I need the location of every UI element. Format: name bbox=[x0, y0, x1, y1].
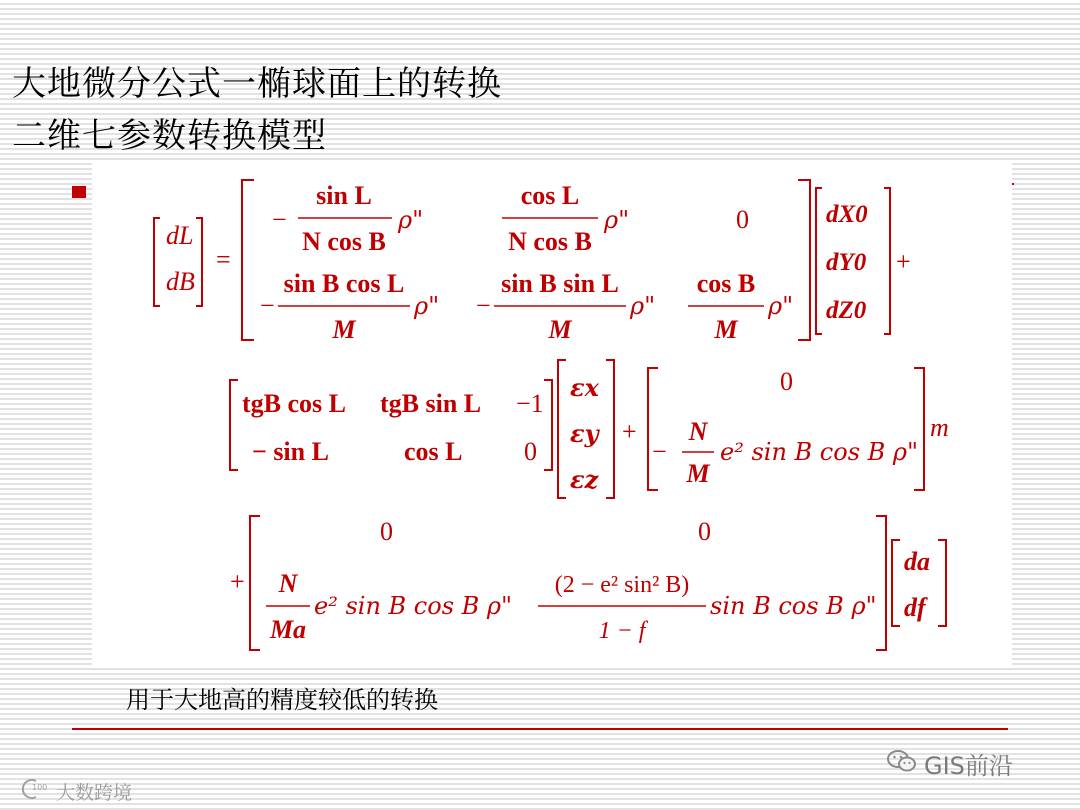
m4-r2c1-num: N bbox=[278, 569, 298, 598]
v1-dz0: dZ0 bbox=[826, 297, 867, 324]
m1-r2c1-num: sin B cos L bbox=[283, 269, 405, 298]
lhs-dl: dL bbox=[166, 221, 194, 250]
m2-r1c3: −1 bbox=[516, 389, 544, 418]
slide-title-line1: 大地微分公式一椭球面上的转换 bbox=[12, 64, 502, 104]
watermark-brand-text: 大数跨境 bbox=[56, 782, 133, 804]
v3-df: df bbox=[904, 593, 926, 622]
lhs-bracket-right bbox=[196, 218, 202, 306]
v2-bracket-right bbox=[606, 360, 614, 498]
m4-r2c1-post: e² sin B cos B ρ" bbox=[314, 592, 513, 620]
svg-text:100: 100 bbox=[32, 783, 48, 792]
m2-r2c3: 0 bbox=[524, 437, 537, 466]
m3-r1: 0 bbox=[780, 367, 793, 396]
m1-r1c1-pre: − bbox=[272, 205, 287, 234]
m2-r2c1: − sin L bbox=[252, 437, 329, 466]
plus-sign-3: + bbox=[230, 567, 245, 596]
m1-r2c3-num: cos B bbox=[696, 269, 756, 298]
v1-bracket-left bbox=[816, 188, 822, 334]
v3-bracket-left bbox=[892, 540, 900, 626]
brand-badge-icon bbox=[22, 778, 52, 805]
m1-r1c1-num: sin L bbox=[316, 181, 372, 210]
m4-r1c1: 0 bbox=[380, 517, 393, 546]
v2-bracket-left bbox=[558, 360, 566, 498]
v2-ex: εx bbox=[570, 373, 599, 402]
m1-r2c3-den: M bbox=[714, 315, 738, 344]
m3-r2-pre: − bbox=[652, 437, 667, 466]
wechat-icon bbox=[886, 748, 918, 780]
v1-dy0: dY0 bbox=[826, 249, 867, 276]
m1-r2c3-post: ρ" bbox=[768, 292, 794, 320]
footer-rule bbox=[72, 728, 1008, 730]
equals-sign: = bbox=[216, 245, 231, 274]
m1-r2c1-pre: − bbox=[260, 291, 275, 320]
m2-r1c1: tgB cos L bbox=[242, 389, 346, 418]
m1-r2c1-post: ρ" bbox=[414, 292, 440, 320]
m1-r1c2-den: N cos B bbox=[508, 227, 592, 256]
m4-r2c2-den: 1 − f bbox=[598, 618, 646, 644]
watermark-gis-text: GIS前沿 bbox=[924, 752, 1013, 780]
m1-bracket-left bbox=[242, 180, 254, 340]
m1-r1c1-post: ρ" bbox=[398, 206, 424, 234]
v2-ez: εz bbox=[570, 465, 599, 494]
m1-r2c2-num: sin B sin L bbox=[501, 269, 619, 298]
v3-da: da bbox=[904, 547, 930, 576]
formula-caption: 用于大地高的精度较低的转换 bbox=[126, 686, 438, 714]
m4-r2c2-post: sin B cos B ρ" bbox=[710, 592, 877, 620]
m3-r2-post: e² sin B cos B ρ" bbox=[720, 438, 919, 466]
plus-sign-2: + bbox=[622, 417, 637, 446]
m3-suffix: m bbox=[930, 413, 949, 442]
v1-dx0: dX0 bbox=[826, 201, 868, 228]
m1-r2c2-pre: − bbox=[476, 291, 491, 320]
watermark-gis bbox=[886, 746, 1013, 781]
m2-r2c2: cos L bbox=[404, 437, 463, 466]
m3-bracket-left bbox=[648, 368, 658, 490]
bullet-marker bbox=[72, 186, 86, 198]
m1-r2c1-den: M bbox=[332, 315, 356, 344]
lhs-db: dB bbox=[166, 267, 195, 296]
plus-sign-1: + bbox=[896, 247, 911, 276]
m4-r1c2: 0 bbox=[698, 517, 711, 546]
m2-r1c2: tgB sin L bbox=[380, 389, 482, 418]
m2-bracket-right bbox=[544, 380, 552, 470]
m1-r1c2-post: ρ" bbox=[604, 206, 630, 234]
m1-r1c3: 0 bbox=[736, 205, 749, 234]
m1-r2c2-post: ρ" bbox=[630, 292, 656, 320]
m4-bracket-left bbox=[250, 516, 260, 650]
slide-title-line2: 二维七参数转换模型 bbox=[12, 116, 327, 156]
m1-r2c2-den: M bbox=[548, 315, 572, 344]
m4-r2c1-den: Ma bbox=[269, 615, 307, 644]
watermark-brand bbox=[22, 778, 132, 805]
m3-r2-den: M bbox=[686, 459, 710, 488]
m4-bracket-right bbox=[876, 516, 886, 650]
m1-r1c1-den: N cos B bbox=[302, 227, 386, 256]
m3-r2-num: N bbox=[688, 417, 708, 446]
m3-bracket-right bbox=[914, 368, 924, 490]
v1-bracket-right bbox=[884, 188, 890, 334]
m2-bracket-left bbox=[230, 380, 238, 470]
m1-bracket-right bbox=[798, 180, 810, 340]
formula-image bbox=[92, 160, 1012, 660]
m1-r1c2-num: cos L bbox=[520, 181, 580, 210]
v2-ey: εy bbox=[570, 419, 599, 448]
m4-r2c2-num: (2 − e² sin² B) bbox=[554, 572, 690, 598]
lhs-bracket-left bbox=[154, 218, 160, 306]
v3-bracket-right bbox=[938, 540, 946, 626]
